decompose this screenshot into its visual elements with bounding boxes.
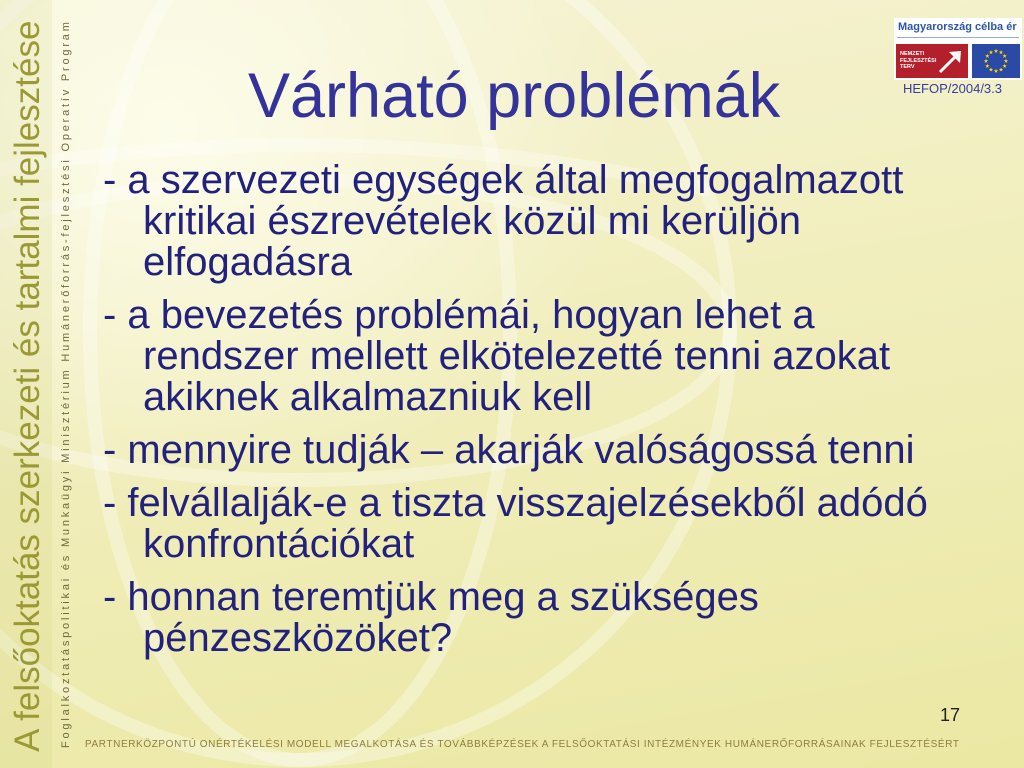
nft-line: FEJLESZTÉSI <box>900 57 937 64</box>
bullet-line: - a bevezetés problémái, hogyan lehet a <box>103 293 815 337</box>
bullet-line: rendszer mellett elkötelezetté tenni azokat <box>143 334 891 378</box>
logo-banner-text: Magyarország célba ér <box>898 21 1017 33</box>
nft-line: NEMZETI <box>900 51 925 57</box>
bullet-line: konfrontációkat <box>143 522 415 566</box>
nft-logo <box>896 44 968 78</box>
bullet-item <box>103 430 928 471</box>
hefop-logo <box>894 18 1022 80</box>
program-code: HEFOP/2004/3.3 <box>903 81 1002 96</box>
bullet-line: - mennyire tudják – akarják valóságossá tenni <box>103 428 915 472</box>
side-subtitle: Foglalkoztatáspolitikai és Munkaügyi Minisztérium Humánerőforrás-fejlesztési Operatív Program <box>60 19 72 748</box>
bullet-line: - honnan teremtjük meg a szükséges <box>103 575 759 619</box>
bullet-item <box>103 577 928 659</box>
slide-title: Várható problémák <box>248 61 781 131</box>
bullet-item <box>103 483 928 565</box>
side-title: A felsőoktatás szerkezeti és tartalmi fejlesztése <box>8 20 47 752</box>
eu-flag-icon <box>972 44 1020 78</box>
bullet-line: elfogadásra <box>143 240 353 284</box>
bullet-line: kritikai észrevételek közül mi kerüljön <box>143 199 802 243</box>
bullet-line: - a szervezeti egységek által megfogalmazott <box>103 158 904 202</box>
bullet-list <box>103 160 928 671</box>
bullet-line: - felvállalják-e a tiszta visszajelzésekből adódó <box>103 481 928 525</box>
nft-line: TERV <box>900 64 915 70</box>
arrow-shaft <box>940 55 957 72</box>
bullet-line: akiknek alkalmazniuk kell <box>143 375 593 419</box>
logo-divider <box>897 37 1019 38</box>
footer-text: PARTNERKÖZPONTÚ ONÉRTÉKELÉSI MODELL MEGALKOTÁSA ÉS TOVÁBBKÉPZÉSEK A FELSŐOKTATÁSI INTÉZMÉNYEK HUMÁNERŐFORRÁSAINAK FEJLESZTÉSÉRT <box>85 739 960 750</box>
bullet-line: pénzeszközöket? <box>143 616 453 660</box>
bullet-item <box>103 160 928 283</box>
arrow-icon <box>896 44 968 78</box>
bullet-item <box>103 295 928 418</box>
page-number: 17 <box>940 705 961 725</box>
